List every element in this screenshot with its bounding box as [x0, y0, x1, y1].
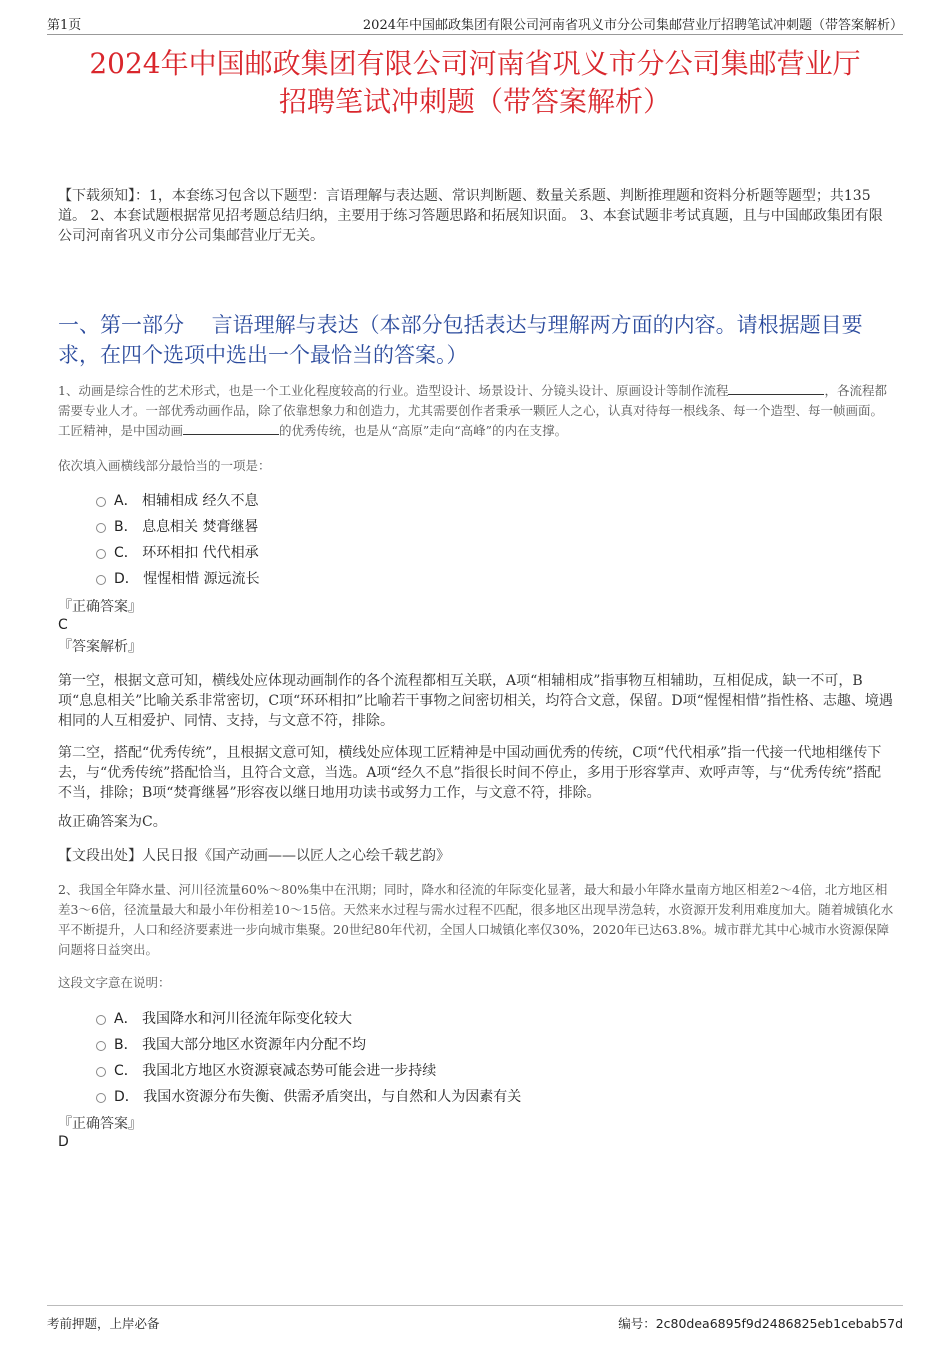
section-heading: 一、第一部分 言语理解与表达（本部分包括表达与理解两方面的内容。请根据题目要求，在四个选项中选出一个最恰当的答案。）: [58, 313, 863, 367]
radio-icon[interactable]: [96, 523, 106, 533]
question-1-text: 1、动画是综合性的艺术形式，也是一个工业化程度较高的行业。造型设计、场景设计、分镜头设计、原画设计等制作流程 ，各流程都需要专业人才。一部优秀动画作品，除了依靠想象力和创造力，尤其需要创作者秉承一颗匠人之心，认真对待每一根线条、每一个造型、每一帧画面。工匠精神，是中国动画 的优秀传统，也是从“高原”走向“高峰”的内在支撑。: [58, 383, 887, 438]
download-notice: 【下载须知】：1，本套练习包含以下题型：言语理解与表达题、常识判断题、数量关系题、判断推理题和资料分析题等题型；共135道。 2、本套试题根据常见招考题总结归纳，主要用于练习答题思路和拓展知识面。 3、本套试题非考试真题，且与中国邮政集团有限公司河南省巩义市分公司集邮营业厅无关。: [58, 188, 883, 244]
radio-icon[interactable]: [96, 1093, 106, 1103]
question-2-prompt: 这段文字意在说明：: [58, 975, 171, 990]
title-line-1: 2024年中国邮政集团有限公司河南省巩义市分公司集邮营业厅: [89, 47, 861, 80]
analysis-label: 『答案解析』: [58, 639, 142, 655]
option-b[interactable]: B． 息息相关 焚膏继晷: [96, 514, 260, 540]
radio-icon[interactable]: [96, 497, 106, 507]
option-c[interactable]: C． 环环相扣 代代相承: [96, 540, 260, 566]
answer-value: C: [58, 617, 68, 633]
title-line-2: 招聘笔试冲刺题（带答案解析）: [278, 85, 671, 118]
answer-label: 『正确答案』: [58, 1116, 142, 1132]
source-citation: 【文段出处】人民日报《国产动画——以匠人之心绘千载艺韵》: [58, 848, 450, 864]
radio-icon[interactable]: [96, 575, 106, 585]
radio-icon[interactable]: [96, 1041, 106, 1051]
question-1-options: [96, 488, 260, 592]
analysis-conclusion: 故正确答案为C。: [58, 814, 167, 830]
option-c[interactable]: C． 我国北方地区水资源衰减态势可能会进一步持续: [96, 1058, 521, 1084]
footer-slogan: 考前押题，上岸必备: [47, 1316, 160, 1331]
option-d[interactable]: D． 我国水资源分布失衡、供需矛盾突出，与自然和人为因素有关: [96, 1084, 521, 1110]
radio-icon[interactable]: [96, 1015, 106, 1025]
option-a[interactable]: A． 我国降水和河川径流年际变化较大: [96, 1006, 521, 1032]
option-b[interactable]: B． 我国大部分地区水资源年内分配不均: [96, 1032, 521, 1058]
question-2-options: [96, 1006, 521, 1110]
option-a[interactable]: A． 相辅相成 经久不息: [96, 488, 260, 514]
page-footer: [47, 1305, 903, 1336]
analysis-paragraph-2: 第二空，搭配“优秀传统”，且根据文意可知，横线处应体现工匠精神是中国动画优秀的传统，C项“代代相承”指一代接一代地相继传下去，与“优秀传统”搭配恰当，且符合文意，当选。A项“经久不息”指很长时间不停止，多用于形容掌声、欢呼声等，与“优秀传统”搭配不当，排除；B项“焚膏继晷”形容夜以继日地用功读书或努力工作，与文意不符，排除。: [58, 745, 882, 801]
radio-icon[interactable]: [96, 1067, 106, 1077]
page-header: [47, 14, 903, 35]
answer-value: D: [58, 1134, 69, 1150]
header-doc-title: 2024年中国邮政集团有限公司河南省巩义市分公司集邮营业厅招聘笔试冲刺题（带答案解析）: [362, 18, 903, 33]
analysis-paragraph-1: 第一空，根据文意可知，横线处应体现动画制作的各个流程都相互关联，A项“相辅相成”指事物互相辅助，互相促成，缺一不可，B项“息息相关”比喻关系非常密切，C项“环环相扣”比喻若干事物之间密切相关，均符合文意，保留。D项“惺惺相惜”指性格、志趣、境遇相同的人互相爱护、同情、支持，与文意不符，排除。: [58, 673, 893, 729]
radio-icon[interactable]: [96, 549, 106, 559]
option-d[interactable]: D． 惺惺相惜 源远流长: [96, 566, 260, 592]
question-1-prompt: 依次填入画横线部分最恰当的一项是：: [58, 458, 271, 473]
blank-line: [728, 381, 824, 395]
page-number: 第1页: [47, 18, 82, 33]
blank-line: [183, 421, 279, 435]
footer-code: 编号：2c80dea6895f9d2486825eb1cebab57d: [618, 1316, 903, 1331]
answer-label: 『正确答案』: [58, 599, 142, 615]
question-2-text: 2、我国全年降水量、河川径流量60%～80%集中在汛期；同时，降水和径流的年际变化显著，最大和最小年降水量南方地区相差2～4倍，北方地区相差3～6倍，径流量最大和最小年份相差10～15倍。天然来水过程与需水过程不匹配，很多地区出现旱涝急转，水资源开发利用难度加大。随着城镇化水平不断提升，人口和经济要素进一步向城市集聚。20世纪80年代初，全国人口城镇化率仅30%，2020年已达63.8%。城市群尤其中心城市水资源保障问题将日益突出。: [58, 882, 894, 957]
document-title: [50, 45, 900, 121]
